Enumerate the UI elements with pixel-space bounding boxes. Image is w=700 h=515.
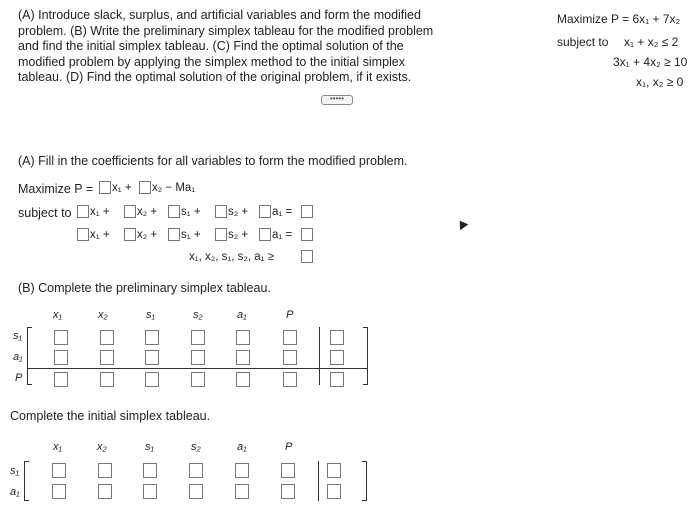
nonneg-rhs-input[interactable] [301, 250, 313, 263]
tab2-cell-r1-c6[interactable] [281, 463, 295, 478]
maximize-label: Maximize P = [18, 182, 94, 196]
c1-s2-input[interactable] [215, 205, 227, 218]
original-constraint-1: x₁ + x₂ ≤ 2 [624, 35, 679, 49]
c1-s1-label: s₁ + [181, 206, 201, 218]
tab2-cell-r1-c7[interactable] [327, 463, 341, 478]
c2-s1-label: s₁ + [181, 229, 201, 241]
tab2-cell-r1-c4[interactable] [189, 463, 203, 478]
tab1-cell-r2-c1[interactable] [54, 350, 68, 365]
tab1-objective-separator [27, 368, 367, 369]
tab1-header-x1: x₁ [53, 309, 62, 321]
c2-x2-input[interactable] [124, 228, 136, 241]
tab1-cell-r3-c1[interactable] [54, 372, 68, 387]
tab2-row-s1: s₁ [10, 465, 19, 477]
tab1-cell-r1-c2[interactable] [100, 330, 114, 345]
tab1-cell-r2-c6[interactable] [283, 350, 297, 365]
c2-a1-input[interactable] [259, 228, 271, 241]
tab2-right-bracket [362, 461, 367, 501]
tab1-cell-r3-c2[interactable] [100, 372, 114, 387]
part-b-prompt: (B) Complete the preliminary simplex tableau. [18, 281, 271, 295]
tab1-left-bracket [27, 327, 32, 385]
tab1-header-p: P [286, 309, 294, 321]
tab2-left-bracket [24, 461, 29, 501]
tab1-cell-r2-c3[interactable] [145, 350, 159, 365]
tab1-cell-r1-c3[interactable] [145, 330, 159, 345]
c2-x1-label: x₁ + [90, 229, 110, 241]
obj-x2-coef-input[interactable] [139, 181, 151, 194]
c2-s2-input[interactable] [215, 228, 227, 241]
expand-more-button[interactable]: ••••• [321, 95, 353, 105]
problem-statement: (A) Introduce slack, surplus, and artificial variables and form the modified problem. (B) Write the preliminary simplex tableau for the modified problem and find the initial simplex tableau. (C) Find the optimal solution of the modified problem by applying the simplex method to the initial simplex tableau. (D) Find the optimal solution of the original problem, if it exists. [18, 8, 434, 85]
tab2-header-x2: x₂ [97, 441, 107, 453]
c1-x1-label: x₁ + [90, 206, 110, 218]
c2-x1-input[interactable] [77, 228, 89, 241]
tab2-rhs-separator [318, 461, 319, 501]
tab1-header-a1: a₁ [237, 309, 247, 321]
obj-x2-ma-label: x₂ − Ma₁ [152, 182, 196, 194]
original-constraint-2: 3x₁ + 4x₂ ≥ 10 [613, 55, 688, 69]
c1-x2-label: x₂ + [137, 206, 158, 218]
tab1-cell-r1-c7[interactable] [330, 330, 344, 345]
tab2-cell-r1-c2[interactable] [98, 463, 112, 478]
part-a-prompt: (A) Fill in the coefficients for all variables to form the modified problem. [18, 154, 408, 168]
tab2-cell-r2-c1[interactable] [52, 484, 66, 499]
tab2-row-a1: a₁ [10, 486, 20, 498]
c2-rhs-input[interactable] [301, 228, 313, 241]
tab1-cell-r3-c5[interactable] [236, 372, 250, 387]
c1-x2-input[interactable] [124, 205, 136, 218]
tab2-cell-r2-c2[interactable] [98, 484, 112, 499]
tab1-cell-r2-c5[interactable] [236, 350, 250, 365]
mouse-cursor-icon [456, 218, 469, 230]
tab2-cell-r2-c7[interactable] [327, 484, 341, 499]
tab1-cell-r3-c6[interactable] [283, 372, 297, 387]
tab1-cell-r3-c4[interactable] [191, 372, 205, 387]
c2-s1-input[interactable] [168, 228, 180, 241]
c1-s2-label: s₂ + [228, 206, 249, 218]
tab2-header-s1: s₁ [145, 441, 154, 453]
obj-x1-label: x₁ + [112, 182, 132, 194]
tab1-header-s1: s₁ [146, 309, 155, 321]
tab2-header-s2: s₂ [191, 441, 201, 453]
c2-x2-label: x₂ + [137, 229, 158, 241]
tab1-cell-r3-c7[interactable] [330, 372, 344, 387]
tab1-cell-r1-c6[interactable] [283, 330, 297, 345]
tab1-row-p: P [15, 372, 23, 384]
c1-x1-input[interactable] [77, 205, 89, 218]
c1-a1-label: a₁ = [272, 206, 293, 218]
c2-a1-label: a₁ = [272, 229, 293, 241]
tab1-cell-r2-c4[interactable] [191, 350, 205, 365]
tab1-cell-r3-c3[interactable] [145, 372, 159, 387]
c1-rhs-input[interactable] [301, 205, 313, 218]
original-objective: Maximize P = 6x₁ + 7x₂ [557, 12, 681, 26]
tab2-header-a1: a₁ [237, 441, 247, 453]
tab1-cell-r1-c4[interactable] [191, 330, 205, 345]
tab2-cell-r1-c1[interactable] [52, 463, 66, 478]
tab1-row-a1: a₁ [13, 351, 23, 363]
tab1-cell-r1-c5[interactable] [236, 330, 250, 345]
initial-tableau-prompt: Complete the initial simplex tableau. [10, 409, 211, 423]
tab1-cell-r2-c2[interactable] [100, 350, 114, 365]
tab2-cell-r2-c4[interactable] [189, 484, 203, 499]
tab1-right-bracket [363, 327, 368, 385]
c1-s1-input[interactable] [168, 205, 180, 218]
tab2-cell-r2-c6[interactable] [281, 484, 295, 499]
tab2-cell-r1-c3[interactable] [143, 463, 157, 478]
tab1-rhs-separator [319, 327, 320, 385]
tab1-cell-r1-c1[interactable] [54, 330, 68, 345]
original-subject-to: subject to [557, 35, 609, 49]
tab2-header-x1: x₁ [53, 441, 62, 453]
tab1-cell-r2-c7[interactable] [330, 350, 344, 365]
c2-s2-label: s₂ + [228, 229, 249, 241]
tab2-cell-r2-c3[interactable] [143, 484, 157, 499]
tab2-cell-r1-c5[interactable] [235, 463, 249, 478]
subject-to-label: subject to [18, 206, 72, 220]
original-nonneg: x₁, x₂ ≥ 0 [636, 75, 684, 89]
tab2-cell-r2-c5[interactable] [235, 484, 249, 499]
tab2-header-p: P [285, 441, 293, 453]
obj-x1-coef-input[interactable] [99, 181, 111, 194]
tab1-row-s1: s₁ [13, 330, 22, 342]
c1-a1-input[interactable] [259, 205, 271, 218]
tab1-header-x2: x₂ [98, 309, 108, 321]
nonneg-label: x₁, x₂, s₁, s₂, a₁ ≥ [189, 251, 275, 263]
tab1-header-s2: s₂ [193, 309, 203, 321]
